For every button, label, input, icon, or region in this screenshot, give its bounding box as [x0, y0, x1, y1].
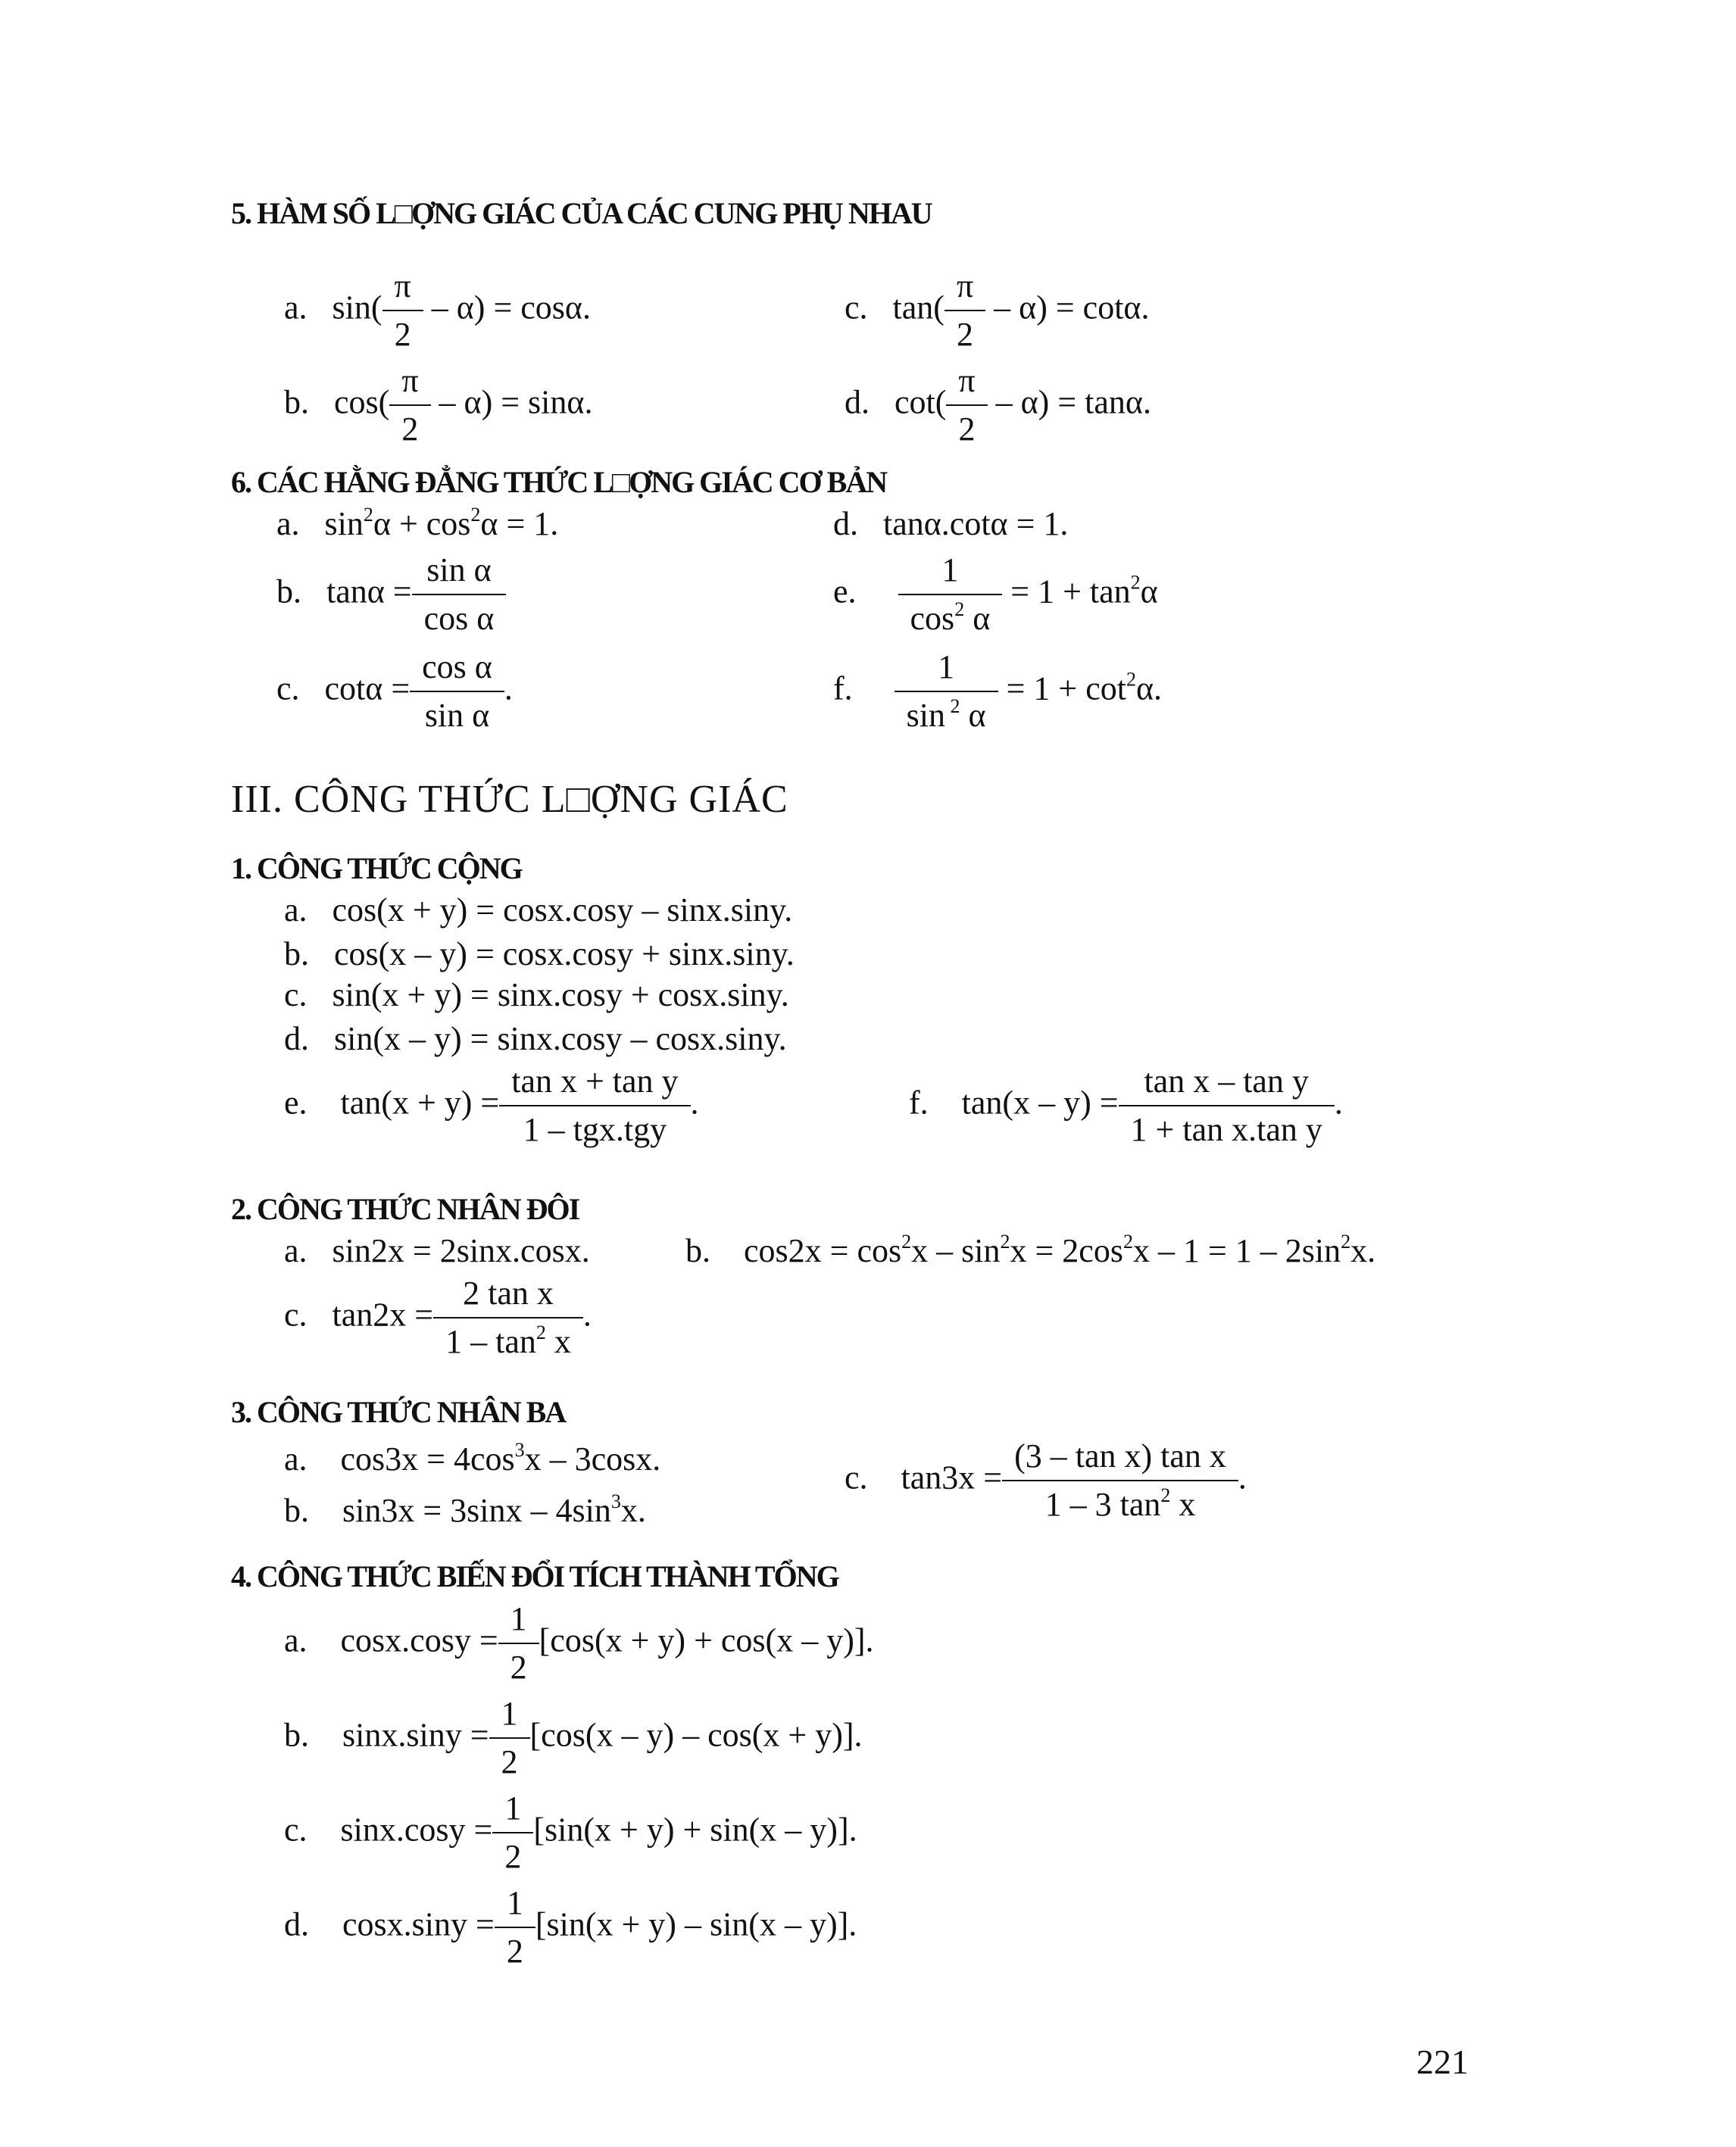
expr-part: α [960, 697, 986, 735]
expr-part: sinx.cosy = [340, 1811, 493, 1849]
expr-part: tan( [892, 289, 944, 326]
item-label: d. [284, 1905, 309, 1943]
denominator: 2 [944, 310, 985, 352]
denominator: 2 [946, 404, 987, 447]
fraction [505, 1064, 684, 1147]
formula-6d [833, 507, 1068, 541]
formula-1e [284, 1064, 699, 1147]
expr-part: – α) = cosα. [423, 289, 591, 326]
formula-4a [284, 1602, 874, 1685]
formula-3b [284, 1490, 646, 1529]
fraction [495, 1696, 524, 1780]
expr-part: – α) = tanα. [987, 383, 1151, 421]
item-label: a. [276, 505, 300, 542]
expr-part: x. [620, 1492, 646, 1529]
expr-part: cos [910, 600, 955, 638]
formula-2a [284, 1234, 590, 1268]
denominator [895, 691, 998, 733]
expr-part: = 1 + tan [1010, 573, 1131, 610]
fraction [395, 364, 424, 447]
expr-part: α + cos [373, 505, 471, 542]
numerator: 1 [501, 1695, 518, 1732]
denominator: 2 [495, 1927, 535, 1969]
expr-part: x = 2cos [1010, 1232, 1123, 1269]
numerator: 2 tan x [463, 1275, 554, 1312]
item-label: b. [284, 383, 309, 421]
exponent: 2 [945, 695, 960, 718]
item-label: d. [845, 383, 870, 421]
expr-part: cot( [895, 383, 947, 421]
item-label: e. [284, 1084, 308, 1122]
exponent: 3 [514, 1439, 525, 1461]
expr-part: . [690, 1084, 699, 1122]
expr-part: cosx.siny = [342, 1905, 495, 1943]
fraction [389, 269, 417, 352]
formula-3a [284, 1439, 661, 1478]
expr-part: [cos(x + y) + cos(x – y)]. [539, 1621, 874, 1659]
expr-part: cos(x + y) = cosx.cosy – sinx.siny. [332, 891, 793, 928]
fraction [1125, 1064, 1329, 1147]
formula-2c [284, 1276, 592, 1359]
item-label: a. [284, 289, 308, 326]
denominator [898, 594, 1003, 636]
expr-part: cos2x = cos [744, 1232, 902, 1269]
numerator: cos α [422, 648, 492, 685]
expr-part: α [1140, 573, 1158, 610]
expr-part: tan3x = [901, 1459, 1003, 1496]
subsection-4-heading: 4. CÔNG THỨC BIẾN ĐỔI TÍCH THÀNH TỔNG [231, 1559, 838, 1593]
expr-part: x [1170, 1486, 1196, 1524]
numerator: 1 [938, 648, 955, 685]
formula-6f [833, 650, 1162, 733]
expr-part: sin [324, 505, 364, 542]
expr-part: . [1238, 1459, 1247, 1496]
item-label: c. [284, 1296, 308, 1334]
fraction [904, 553, 997, 636]
expr-part: x – sin [911, 1232, 1001, 1269]
denominator: sin α [410, 691, 504, 733]
subsection-3-heading: 3. CÔNG THỨC NHÂN BA [231, 1395, 566, 1429]
expr-part: cotα = [324, 669, 411, 707]
expr-part: sin [906, 697, 946, 735]
fraction [901, 650, 992, 733]
denominator: 2 [382, 310, 423, 352]
fraction [498, 1791, 527, 1874]
formula-1c [284, 978, 789, 1012]
numerator: π [394, 267, 411, 304]
expr-part: tan2x = [332, 1296, 434, 1334]
formula-3c [845, 1439, 1247, 1522]
exponent: 2 [470, 504, 481, 526]
expr-part: tan(x – y) = [961, 1084, 1119, 1122]
item-label: d. [833, 505, 858, 542]
expr-part: sinx.siny = [342, 1716, 489, 1754]
formula-5a [284, 269, 591, 352]
exponent: 2 [363, 504, 373, 526]
formula-1b [284, 935, 795, 972]
numerator: π [958, 362, 976, 399]
formula-4c [284, 1791, 857, 1874]
numerator: tan x + tan y [511, 1063, 679, 1100]
fraction [952, 364, 981, 447]
denominator: 1 + tan x.tan y [1119, 1105, 1335, 1147]
expr-part: 1 – 3 tan [1044, 1486, 1161, 1524]
expr-part: tanα = [326, 573, 412, 610]
item-label: b. [284, 935, 309, 972]
part-3-heading: III. CÔNG THỨC L□ỢNG GIÁC [231, 778, 788, 821]
formula-2b [685, 1231, 1376, 1269]
numerator: 1 [510, 1600, 527, 1637]
expr-part: α. [1135, 669, 1163, 707]
numerator: (3 – tan x) tan x [1014, 1437, 1226, 1475]
exponent: 2 [954, 598, 965, 621]
denominator [433, 1317, 583, 1359]
exponent: 2 [1341, 1231, 1351, 1253]
exponent: 2 [1160, 1484, 1171, 1507]
denominator: 2 [492, 1832, 533, 1874]
numerator: 1 [506, 1884, 523, 1921]
exponent: 2 [1122, 1231, 1133, 1253]
denominator: cos α [412, 594, 507, 636]
fraction [418, 553, 501, 636]
formula-6c [276, 650, 513, 733]
exponent: 2 [1126, 668, 1136, 691]
expr-part: α [964, 600, 991, 638]
exponent: 2 [901, 1231, 912, 1253]
expr-part: sin2x = 2sinx.cosx. [332, 1232, 590, 1269]
expr-part: sin( [332, 289, 382, 326]
item-label: f. [909, 1084, 929, 1122]
item-label: d. [284, 1020, 309, 1057]
expr-part: . [1334, 1084, 1343, 1122]
section-5-heading: 5. HÀM SỐ L□ỢNG GIÁC CỦA CÁC CUNG PHỤ NHAU [231, 196, 932, 230]
exponent: 3 [610, 1490, 621, 1512]
item-label: c. [284, 976, 308, 1013]
item-label: a. [284, 1232, 308, 1269]
fraction [951, 269, 979, 352]
expr-part: cosx.cosy = [340, 1621, 498, 1659]
expr-part: [sin(x + y) + sin(x – y)]. [533, 1811, 857, 1849]
denominator [1002, 1480, 1238, 1522]
expr-part: = 1 + cot [1006, 669, 1126, 707]
item-label: b. [276, 573, 301, 610]
expr-part: – α) = cotα. [985, 289, 1150, 326]
expr-part: sin3x = 3sinx – 4sin [342, 1492, 611, 1529]
numerator: tan x – tan y [1144, 1063, 1309, 1100]
fraction [1008, 1439, 1232, 1522]
formula-6e [833, 553, 1158, 636]
formula-5b [284, 364, 592, 447]
item-label: a. [284, 1440, 308, 1478]
exponent: 2 [535, 1322, 546, 1344]
formula-6b [276, 553, 506, 636]
denominator: 2 [389, 404, 430, 447]
fraction [501, 1886, 529, 1969]
item-label: e. [833, 573, 857, 610]
item-label: c. [284, 1811, 308, 1849]
expr-part: . [504, 669, 513, 707]
item-label: c. [845, 289, 868, 326]
numerator: sin α [426, 551, 492, 588]
expr-part: α = 1. [480, 505, 559, 542]
expr-part: [cos(x – y) – cos(x + y)]. [529, 1716, 863, 1754]
expr-part: 1 – tan [445, 1323, 536, 1361]
expr-part: cos3x = 4cos [340, 1440, 515, 1478]
expr-part: – α) = sinα. [430, 383, 593, 421]
denominator: 2 [489, 1737, 530, 1780]
formula-4d [284, 1886, 857, 1969]
item-label: c. [845, 1459, 868, 1496]
expr-part: sin(x – y) = sinx.cosy – cosx.siny. [334, 1020, 787, 1057]
fraction [439, 1276, 577, 1359]
expr-part: tan(x + y) = [340, 1084, 500, 1122]
formula-1f [909, 1064, 1343, 1147]
exponent: 2 [1130, 571, 1141, 594]
page-number: 221 [1416, 2042, 1469, 2081]
exponent: 2 [1000, 1231, 1010, 1253]
numerator: π [956, 267, 974, 304]
item-label: a. [284, 1621, 308, 1659]
item-label: b. [284, 1716, 309, 1754]
formula-4b [284, 1696, 863, 1780]
expr-part: sin(x + y) = sinx.cosy + cosx.siny. [332, 976, 789, 1013]
numerator: 1 [941, 551, 959, 588]
expr-part: tanα.cotα = 1. [883, 505, 1069, 542]
item-label: f. [833, 669, 853, 707]
denominator: 2 [498, 1643, 539, 1685]
expr-part: [sin(x + y) – sin(x – y)]. [535, 1905, 857, 1943]
expr-part: . [582, 1296, 592, 1334]
fraction [416, 650, 498, 733]
denominator: 1 – tgx.tgy [499, 1105, 690, 1147]
expr-part: cos(x – y) = cosx.cosy + sinx.siny. [334, 935, 795, 972]
item-label: b. [685, 1232, 710, 1269]
subsection-1-heading: 1. CÔNG THỨC CỘNG [231, 851, 522, 885]
expr-part: x [545, 1323, 571, 1361]
expr-part: x – 1 = 1 – 2sin [1132, 1232, 1341, 1269]
item-label: b. [284, 1492, 309, 1529]
section-6-heading: 6. CÁC HẰNG ĐẲNG THỨC L□ỢNG GIÁC CƠ BẢN [231, 465, 887, 499]
item-label: a. [284, 891, 308, 928]
subsection-2-heading: 2. CÔNG THỨC NHÂN ĐÔI [231, 1192, 579, 1226]
formula-6a [276, 504, 559, 542]
formula-1d [284, 1022, 787, 1056]
item-label: c. [276, 669, 300, 707]
formula-1a [284, 891, 793, 928]
numerator: 1 [504, 1790, 522, 1827]
fraction [504, 1602, 533, 1685]
formula-5d [845, 364, 1151, 447]
numerator: π [401, 362, 419, 399]
expr-part: x. [1350, 1232, 1376, 1269]
formula-5c [845, 269, 1149, 352]
expr-part: x – 3cosx. [524, 1440, 661, 1478]
expr-part: cos( [334, 383, 390, 421]
